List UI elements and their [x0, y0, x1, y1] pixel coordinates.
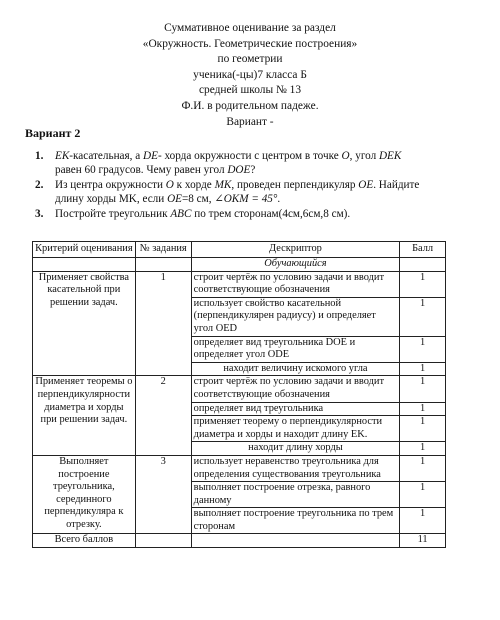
descriptor-cell: использует неравенство треугольника для определения существования треугольника — [191, 455, 400, 481]
table-row — [33, 258, 446, 272]
empty-cell — [400, 258, 446, 272]
math-var: O — [165, 179, 174, 191]
descriptor-cell: использует свойство касательной (перпендикулярен радиусу) и определяет угол OED — [191, 297, 400, 336]
task-3 — [33, 207, 463, 221]
task-text: Постройте треугольник — [55, 208, 171, 220]
criterion-cell: Выполняет построение треугольника, серединного перпендикуляра к отрезку. — [33, 455, 136, 534]
math-var: DEK — [378, 150, 402, 162]
column-header-descriptor: Дескриптор — [191, 242, 400, 258]
score-cell: 1 — [400, 482, 446, 508]
table-header-row — [33, 242, 446, 258]
task-text: равен 60 градусов. Чему равен угол — [55, 164, 228, 176]
column-header-criterion: Критерий оценивания — [33, 242, 136, 258]
descriptor-cell: находит длину хорды — [191, 442, 400, 456]
score-cell: 1 — [400, 402, 446, 416]
descriptor-cell: определяет вид треугольника DOE и определяет угол ODE — [191, 336, 400, 362]
task-list — [33, 149, 463, 222]
task-number: 1. — [35, 150, 44, 162]
header-line-6: Ф.И. в родительном падеже. — [181, 99, 319, 112]
column-header-task: № задания — [135, 242, 191, 258]
task-text: по трем сторонам(4см,6см,8 см). — [191, 208, 351, 220]
empty-cell — [135, 534, 191, 548]
score-cell: 1 — [400, 442, 446, 456]
task-text: - хорда окружности с центром в точке — [157, 150, 342, 162]
table-row — [33, 376, 446, 402]
math-var: O — [341, 150, 350, 162]
task-text: ? — [250, 164, 256, 176]
task-number-cell: 2 — [135, 376, 191, 456]
empty-cell — [135, 258, 191, 272]
score-cell: 1 — [400, 455, 446, 481]
table-row — [33, 271, 446, 297]
header-line-7: Вариант - — [226, 115, 274, 128]
descriptor-cell: строит чертёж по условию задачи и вводит соответствующие обозначения — [191, 271, 400, 297]
sub-header-student: Обучающийся — [191, 258, 400, 272]
task-text: . — [277, 193, 281, 205]
score-cell: 1 — [400, 508, 446, 534]
math-var: ABC — [170, 208, 192, 220]
task-text: к хорде — [173, 179, 215, 191]
criterion-cell: Применяет теоремы о перпендикулярности диаметра и хорды при решении задач. — [33, 376, 136, 456]
task-1-line-1 — [55, 149, 463, 163]
document-header — [0, 21, 500, 130]
task-text: длину хорды MK, если — [55, 193, 168, 205]
score-cell: 1 — [400, 416, 446, 442]
header-line-2: «Окружность. Геометрические построения» — [142, 37, 358, 50]
empty-cell — [191, 534, 400, 548]
total-label: Всего баллов — [33, 534, 136, 548]
descriptor-cell: находит величину искомого угла — [191, 362, 400, 376]
variant-title: Вариант 2 — [25, 126, 81, 140]
column-header-score: Балл — [400, 242, 446, 258]
header-line-3: по геометрии — [217, 53, 283, 66]
table-row — [33, 455, 446, 481]
math-var: EK — [55, 150, 70, 162]
empty-cell — [33, 258, 136, 272]
grading-table — [32, 241, 446, 548]
score-cell: 1 — [400, 362, 446, 376]
task-number-cell: 1 — [135, 271, 191, 376]
math-var: OE — [358, 179, 374, 191]
task-number: 3. — [35, 208, 44, 220]
math-var: DOE — [227, 164, 251, 176]
task-text: , угол — [349, 150, 379, 162]
descriptor-cell: строит чертёж по условию задачи и вводит соответствующие обозначения — [191, 376, 400, 402]
descriptor-cell: выполняет построение треугольника по трем сторонам — [191, 508, 400, 534]
descriptor-cell: определяет вид треугольника — [191, 402, 400, 416]
task-text: Из центра окружности — [55, 179, 166, 191]
task-1-line-2 — [55, 163, 463, 177]
task-number: 2. — [35, 179, 44, 191]
total-score: 11 — [400, 534, 446, 548]
math-expression: ∠OKM = 45° — [214, 193, 278, 205]
table-total-row — [33, 534, 446, 548]
task-text: , проведен перпендикуляр — [231, 179, 359, 191]
header-line-5: средней школы № 13 — [198, 84, 302, 97]
score-cell: 1 — [400, 336, 446, 362]
descriptor-cell: выполняет построение отрезка, равного данному — [191, 482, 400, 508]
task-1 — [33, 149, 463, 177]
score-cell: 1 — [400, 297, 446, 336]
criterion-cell: Применяет свойства касательной при решении задач. — [33, 271, 136, 376]
score-cell: 1 — [400, 376, 446, 402]
task-2-line-1 — [55, 178, 463, 192]
math-var: MK — [214, 179, 232, 191]
header-line-1: Суммативное оценивание за раздел — [164, 22, 336, 34]
task-text: . Найдите — [373, 179, 420, 191]
descriptor-cell: применяет теорему о перпендикулярности диаметра и хорды и находит длину EK. — [191, 416, 400, 442]
task-text: =8 см, — [181, 193, 215, 205]
task-2 — [33, 178, 463, 206]
header-line-4: ученика(-цы)7 класса Б — [193, 68, 307, 81]
task-number-cell: 3 — [135, 455, 191, 534]
math-var: OE — [167, 193, 182, 205]
score-cell: 1 — [400, 271, 446, 297]
math-var: DE — [143, 150, 158, 162]
task-2-line-2 — [55, 192, 463, 206]
task-text: -касательная, а — [69, 150, 144, 162]
task-3-line-1 — [55, 207, 463, 221]
